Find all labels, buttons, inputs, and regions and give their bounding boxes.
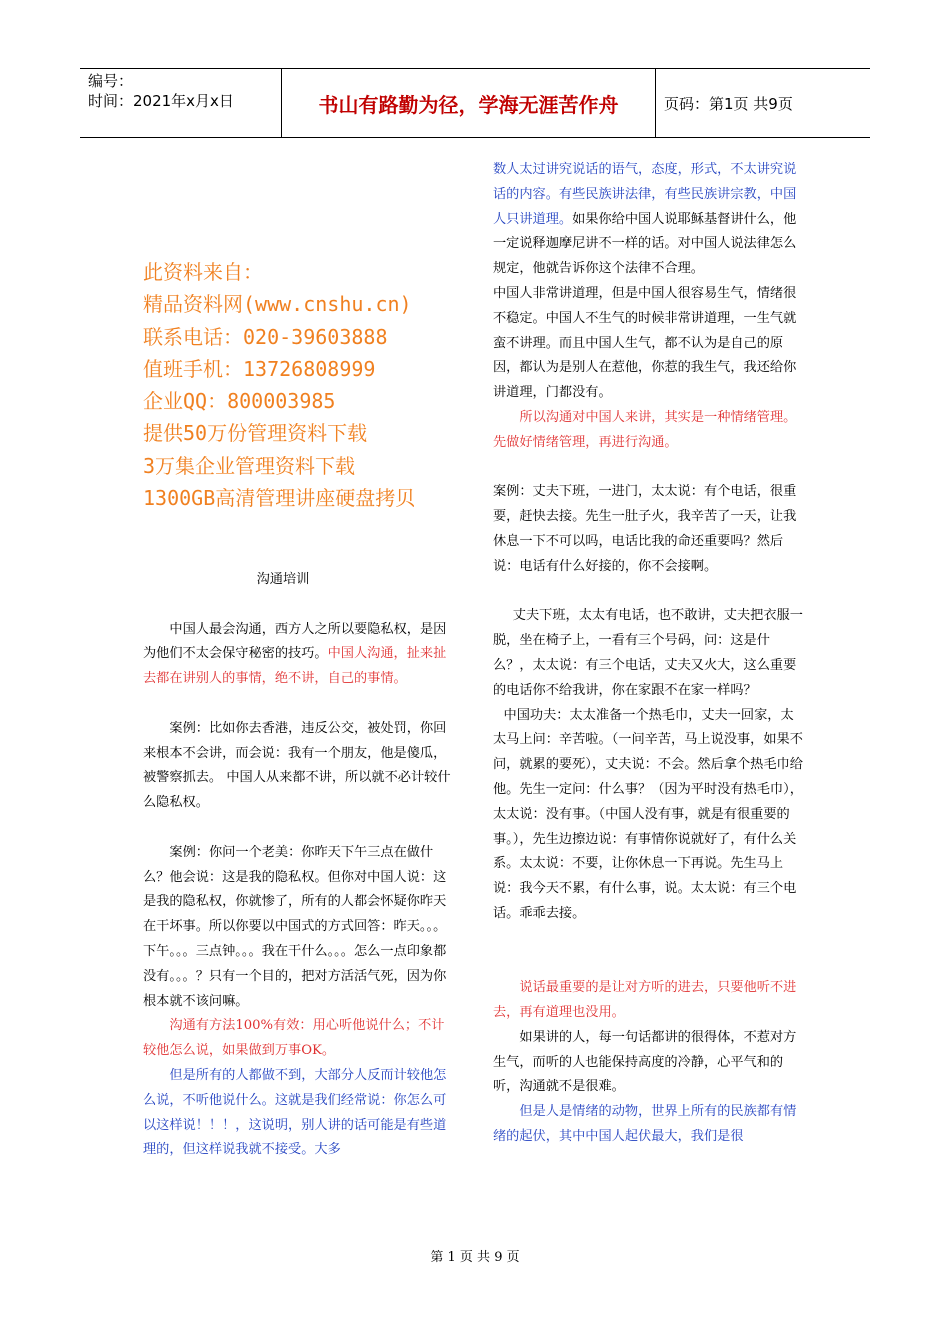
- page-footer: 第 1 页 共 9 页: [430, 1250, 520, 1265]
- paragraph-highlight: 所以沟通对中国人来讲，其实是一种情绪管理。先做好情绪管理，再进行沟通。: [493, 409, 797, 450]
- ad-line: 联系电话：020-39603888: [143, 324, 388, 349]
- time-label: 时间：2021年x月x日: [88, 92, 234, 110]
- header-page-info: 页码：第1页 共9页: [664, 94, 793, 113]
- ad-line: 1300GB高清管理讲座硬盘拷贝: [143, 486, 416, 511]
- ad-line: 企业QQ：800003985: [143, 389, 336, 414]
- paragraph-text: 中国人最会沟通，西方人之所以要隐私权，是因为他们不太会保守秘密的技巧。: [143, 621, 447, 662]
- header-meta: [88, 71, 278, 111]
- paragraph: 中国功夫：太太准备一个热毛巾，丈夫一回家，太太马上问：辛苦啦。（一问辛苦，马上说没事，如果不问，就累的要死），丈夫说：不会。然后拿个热毛巾给他。先生一定问：什么事？（因为平时没有热毛巾），太太说：没有事。（中国人没有事，就是有很重要的事。），先生边擦边说：有事情你说就好了，有什么关系。太太说：不要，让你休息一下再说。先生马上说：我今天不累，有什么事，说。太太说：有三个电话。乖乖去接。: [493, 707, 803, 921]
- paragraph: 中国人非常讲道理，但是中国人很容易生气，情绪很不稳定。中国人不生气的时候非常讲道理，一生气就蛮不讲理。而且中国人生气，都不认为是自己的原因，都认为是别人在惹他，你惹的我生气，我还给你讲道理，门都没有。: [493, 285, 797, 401]
- number-label: 编号：: [88, 72, 134, 90]
- advertisement-block: [143, 256, 463, 514]
- paragraph-text: 如果你给中国人说耶稣基督讲什么，他一定说释迦摩尼讲不一样的话。对中国人说法律怎么规定，他就告诉你这个法律不合理。: [493, 211, 797, 277]
- paragraph: 丈夫下班，太太有电话，也不敢讲，丈夫把衣服一脱，坐在椅子上，一看有三个号码，问：这是什么？，太太说：有三个电话，丈夫又火大，这么重要的电话你不给我讲，你在家跟不在家一样吗？: [493, 608, 803, 698]
- ad-line: 提供50万份管理资料下载: [143, 421, 368, 446]
- paragraph-highlight: 数人太过讲究说话的语气，态度，形式，不太讲究说话的内容。有些民族讲法律，有些民族讲宗教，中国人只讲道理。: [493, 162, 797, 227]
- paragraph: [143, 618, 453, 692]
- document-header: [80, 68, 870, 138]
- paragraph: 案例：丈夫下班，一进门，太太说：有个电话，很重要，赶快去接。先生一肚子火，我辛苦了一天，让我休息一下不可以吗，电话比我的命还重要吗？然后说：电话有什么好接的，你不会接啊。: [493, 484, 797, 574]
- header-motto: 书山有路勤为径，学海无涯苦作舟: [281, 69, 656, 137]
- right-column: [493, 158, 803, 1150]
- ad-line: 值班手机：13726808999: [143, 356, 376, 381]
- paragraph-highlight: 沟通有方法100%有效：用心听他说什么；不计较他怎么说，如果做到万事OK。: [143, 1018, 445, 1059]
- paragraph-highlight: 但是所有的人都做不到，大部分人反而计较他怎么说，不听他说什么。这就是我们经常说：你怎么可以这样说！！！，这说明，别人讲的话可能是有些道理的，但这样说我就不接受。大多: [143, 1067, 447, 1158]
- ad-line: 精品资料网(www.cnshu.cn): [143, 292, 412, 317]
- paragraph-highlight: 说话最重要的是让对方听的进去，只要他听不进去，再有道理也没用。: [493, 980, 797, 1021]
- paragraph: 案例：比如你去香港，违反公交，被处罚，你回来根本不会讲，而会说：我有一个朋友，他是傻瓜，被警察抓去。 中国人从来都不讲，所以就不必计较什么隐私权。: [143, 720, 451, 811]
- paragraph: [493, 158, 803, 282]
- paragraph-highlight: 中国人沟通，扯来扯去都在讲别人的事情，绝不讲，自己的事情。: [143, 646, 447, 687]
- ad-line: 3万集企业管理资料下载: [143, 453, 356, 478]
- ad-line: 此资料来自：: [143, 260, 263, 284]
- left-column: [143, 568, 453, 1163]
- article-title: 沟通培训: [256, 572, 310, 587]
- paragraph: 如果讲的人，每一句话都讲的很得体，不惹对方生气，而听的人也能保持高度的冷静，心平气和的听，沟通就不是很难。: [493, 1029, 797, 1095]
- paragraph: 案例：你问一个老美：你昨天下午三点在做什么？他会说：这是我的隐私权。但你对中国人说：这是我的隐私权，你就惨了，所有的人都会怀疑你昨天在干坏事。所以你要以中国式的方式回答：昨天。。。下午。。。三点钟。。。我在干什么。。。怎么一点印象都没有。。。？只有一个目的，把对方活活气死，因为你根本就不该问嘛。: [143, 844, 447, 1009]
- paragraph-highlight: 但是人是情绪的动物，世界上所有的民族都有情绪的起伏，其中中国人起伏最大，我们是很: [493, 1104, 797, 1145]
